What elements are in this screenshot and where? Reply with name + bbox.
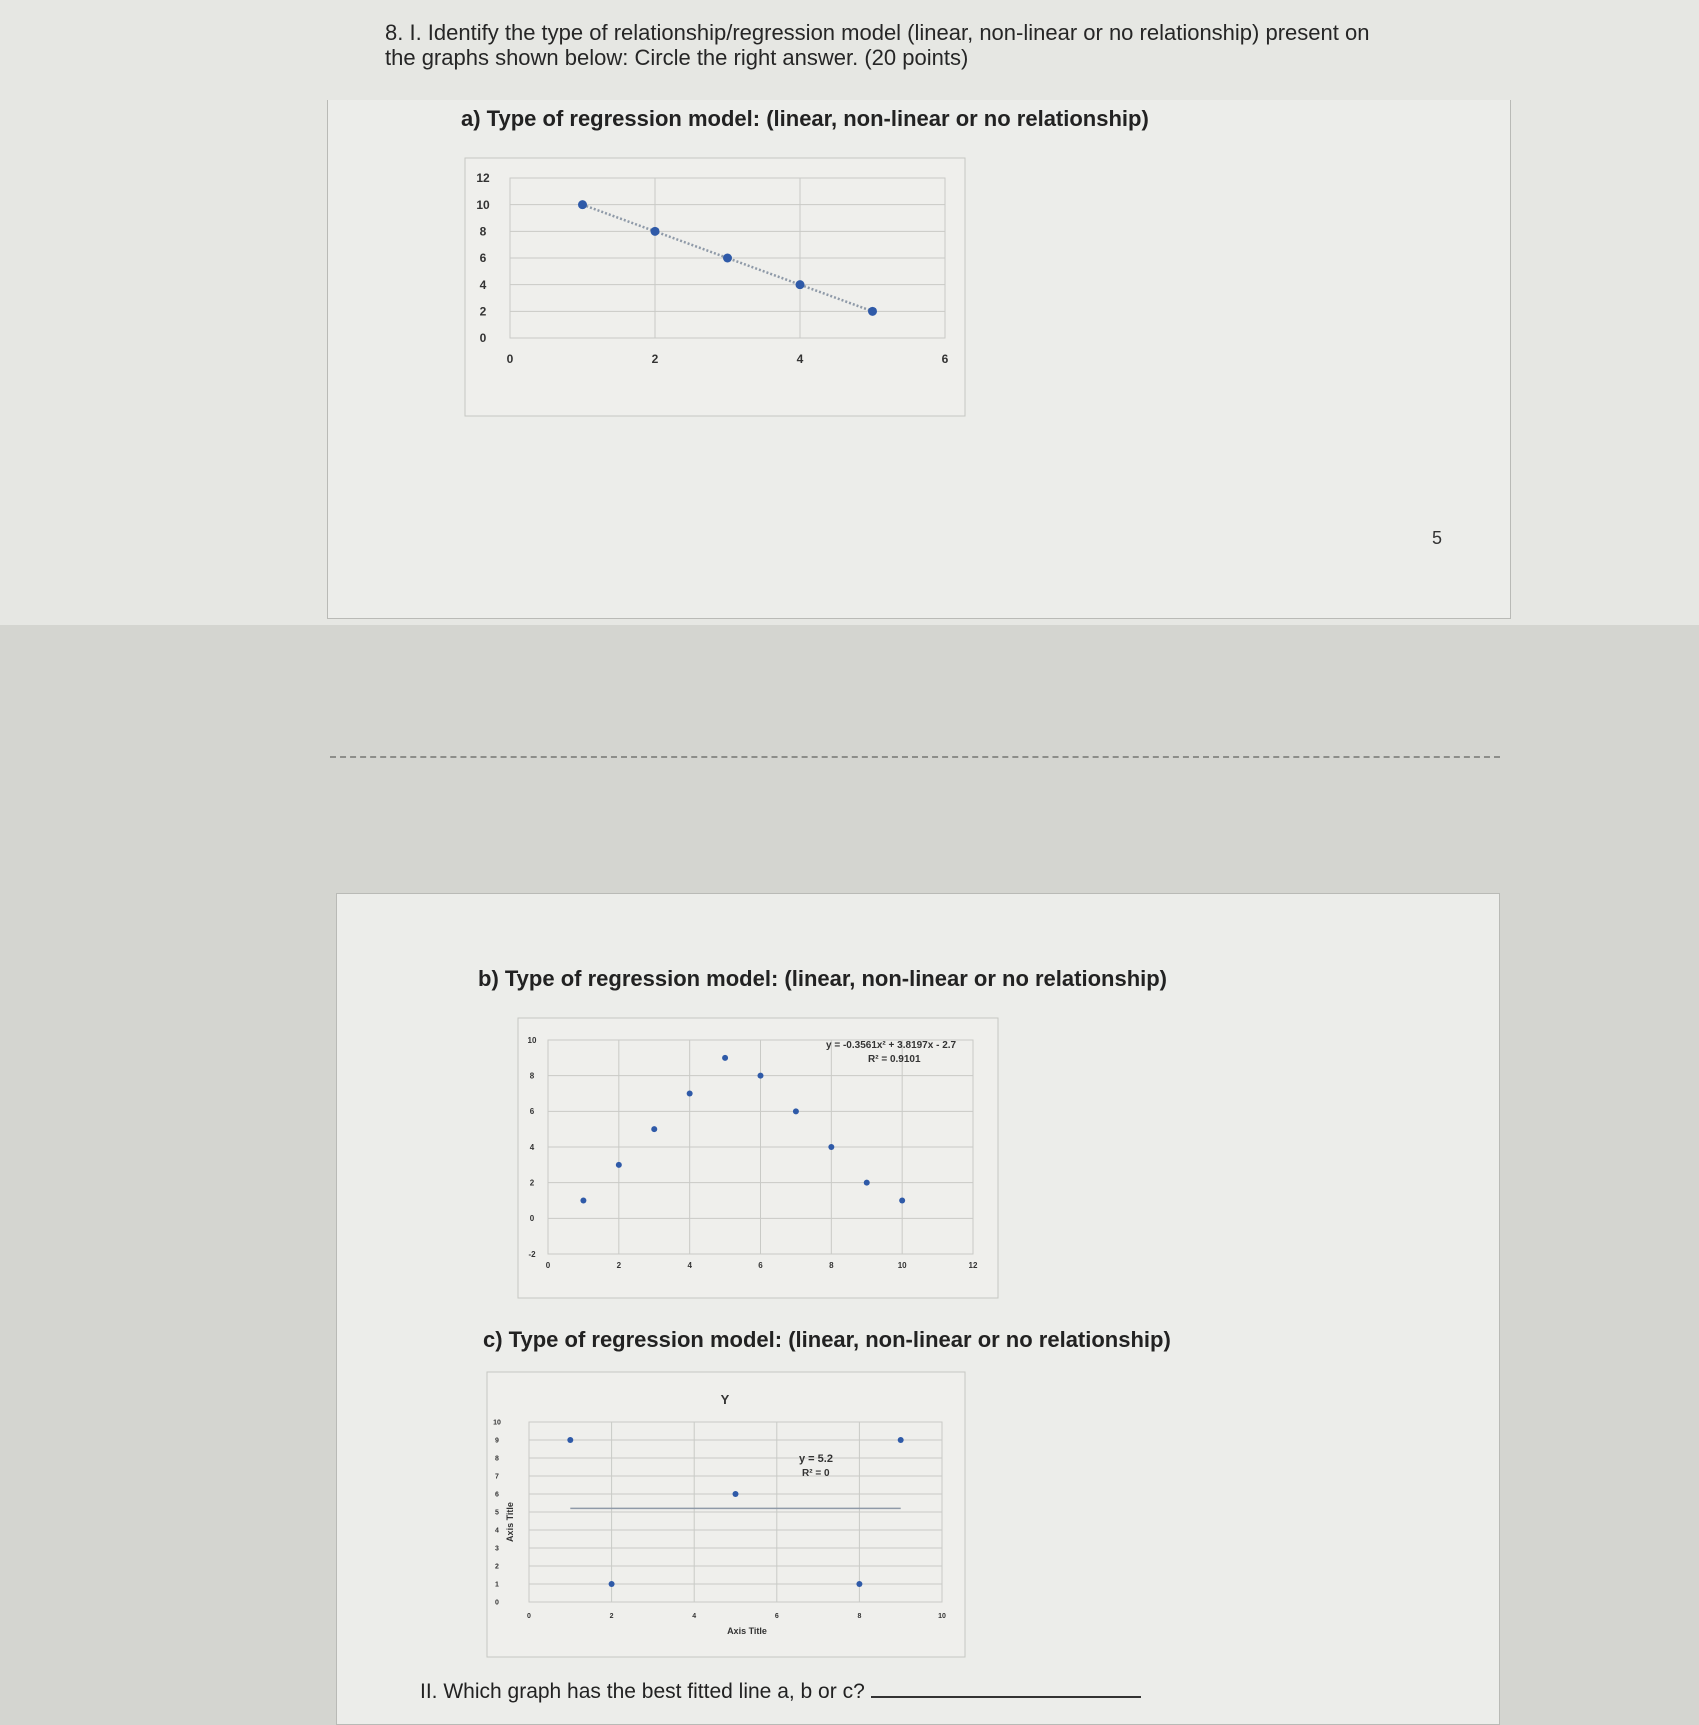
chart-b-x-tick: 4 [687,1261,692,1270]
chart-b [518,1018,998,1298]
chart-c-x-tick: 8 [857,1613,862,1620]
question-line-1: 8. I. Identify the type of relationship/regression model (linear, non-linear or no relationship) present on [385,20,1370,45]
answer-blank[interactable] [871,1680,1141,1698]
dashed-divider [330,756,1500,758]
chart-b-point [616,1162,622,1168]
chart-b-y-tick: 6 [529,1107,535,1117]
chart-b-point [722,1055,728,1061]
chart-a-y-tick: 12 [476,171,490,186]
chart-b-x-tick: 2 [616,1261,622,1270]
chart-c-y-tick: 7 [495,1473,499,1481]
chart-b-point [687,1091,693,1097]
chart-c-y-tick: 0 [495,1599,499,1607]
chart-a-point [578,200,587,209]
chart-c-y-tick: 5 [495,1509,499,1517]
chart-c-r2: R² = 0 [802,1468,830,1479]
chart-c-y-tick: 3 [495,1545,499,1553]
chart-a-point [868,307,877,316]
chart-b-frame [518,1018,998,1298]
chart-c-ylabel: Axis Title [505,1502,515,1542]
chart-c-y-tick: 4 [495,1527,499,1535]
chart-a-point [796,280,805,289]
chart-b-r2: R² = 0.9101 [868,1054,921,1065]
chart-b-x-tick: 10 [897,1261,907,1270]
chart-a-y-tick: 8 [479,224,487,239]
chart-c-point [567,1437,573,1443]
question-text [385,20,1485,70]
chart-b-point [651,1126,657,1132]
chart-c-point [898,1437,904,1443]
chart-c-x-tick: 2 [609,1613,614,1620]
question-2 [420,1680,1141,1704]
chart-b-point [864,1180,870,1186]
chart-b-point [580,1198,586,1204]
chart-c-point [733,1491,739,1497]
chart-b-y-tick: 10 [527,1035,537,1045]
chart-a-x-tick: 4 [796,352,804,366]
chart-a-x-tick: 6 [941,352,949,366]
chart-b-y-tick: -2 [528,1249,536,1259]
chart-c [487,1372,965,1657]
chart-c-x-tick: 6 [774,1613,779,1620]
chart-c-y-tick: 9 [495,1437,499,1445]
chart-c-x-tick: 4 [692,1613,697,1620]
chart-c-point [856,1581,862,1587]
chart-b-y-tick: 0 [529,1214,535,1224]
chart-b-y-tick: 8 [529,1071,535,1081]
chart-b-equation: y = -0.3561x² + 3.8197x - 2.7 [826,1040,957,1051]
part-c-title: c) Type of regression model: (linear, non-linear or no relationship) [483,1327,1171,1352]
chart-a-y-tick: 10 [476,197,490,212]
chart-c-title: Y [720,1392,730,1407]
part-b-title: b) Type of regression model: (linear, non-linear or no relationship) [478,966,1168,991]
question-2-text: II. Which graph has the best fitted line a, b or c? [420,1680,865,1703]
chart-b-point [793,1108,799,1114]
chart-a-x-tick: 0 [506,352,514,366]
chart-c-x-tick: 10 [938,1613,946,1620]
chart-c-y-tick: 10 [493,1419,501,1427]
chart-c-x-tick: 0 [527,1613,531,1620]
chart-c-y-tick: 1 [495,1581,499,1589]
chart-b-point [758,1073,764,1079]
chart-a-y-tick: 6 [479,251,487,266]
chart-c-xlabel: Axis Title [727,1626,767,1636]
chart-b-y-tick: 2 [529,1178,535,1188]
chart-c-frame [487,1372,965,1657]
chart-b-point [828,1144,834,1150]
question-line-2: the graphs shown below: Circle the right answer. (20 points) [385,45,969,70]
chart-c-equation: y = 5.2 [799,1453,833,1465]
chart-a-frame [465,158,965,416]
page-number: 5 [1432,528,1443,548]
chart-c-y-tick: 8 [495,1455,499,1463]
chart-b-x-tick: 6 [758,1261,763,1270]
chart-b-x-tick: 0 [545,1261,551,1270]
chart-b-point [899,1198,905,1204]
chart-b-x-tick: 12 [968,1261,978,1270]
chart-c-y-tick: 2 [495,1563,499,1571]
chart-a-point [651,227,660,236]
chart-a-y-tick: 0 [479,331,487,346]
chart-c-point [609,1581,615,1587]
chart-a-y-tick: 2 [479,304,487,319]
chart-a [465,158,965,428]
chart-b-x-tick: 8 [829,1261,834,1270]
part-a-title: a) Type of regression model: (linear, non-linear or no relationship) [461,106,1149,131]
chart-a-x-tick: 2 [651,352,659,366]
chart-a-point [723,254,732,263]
chart-c-y-tick: 6 [495,1491,499,1499]
chart-b-y-tick: 4 [529,1142,535,1152]
chart-a-y-tick: 4 [479,277,487,292]
